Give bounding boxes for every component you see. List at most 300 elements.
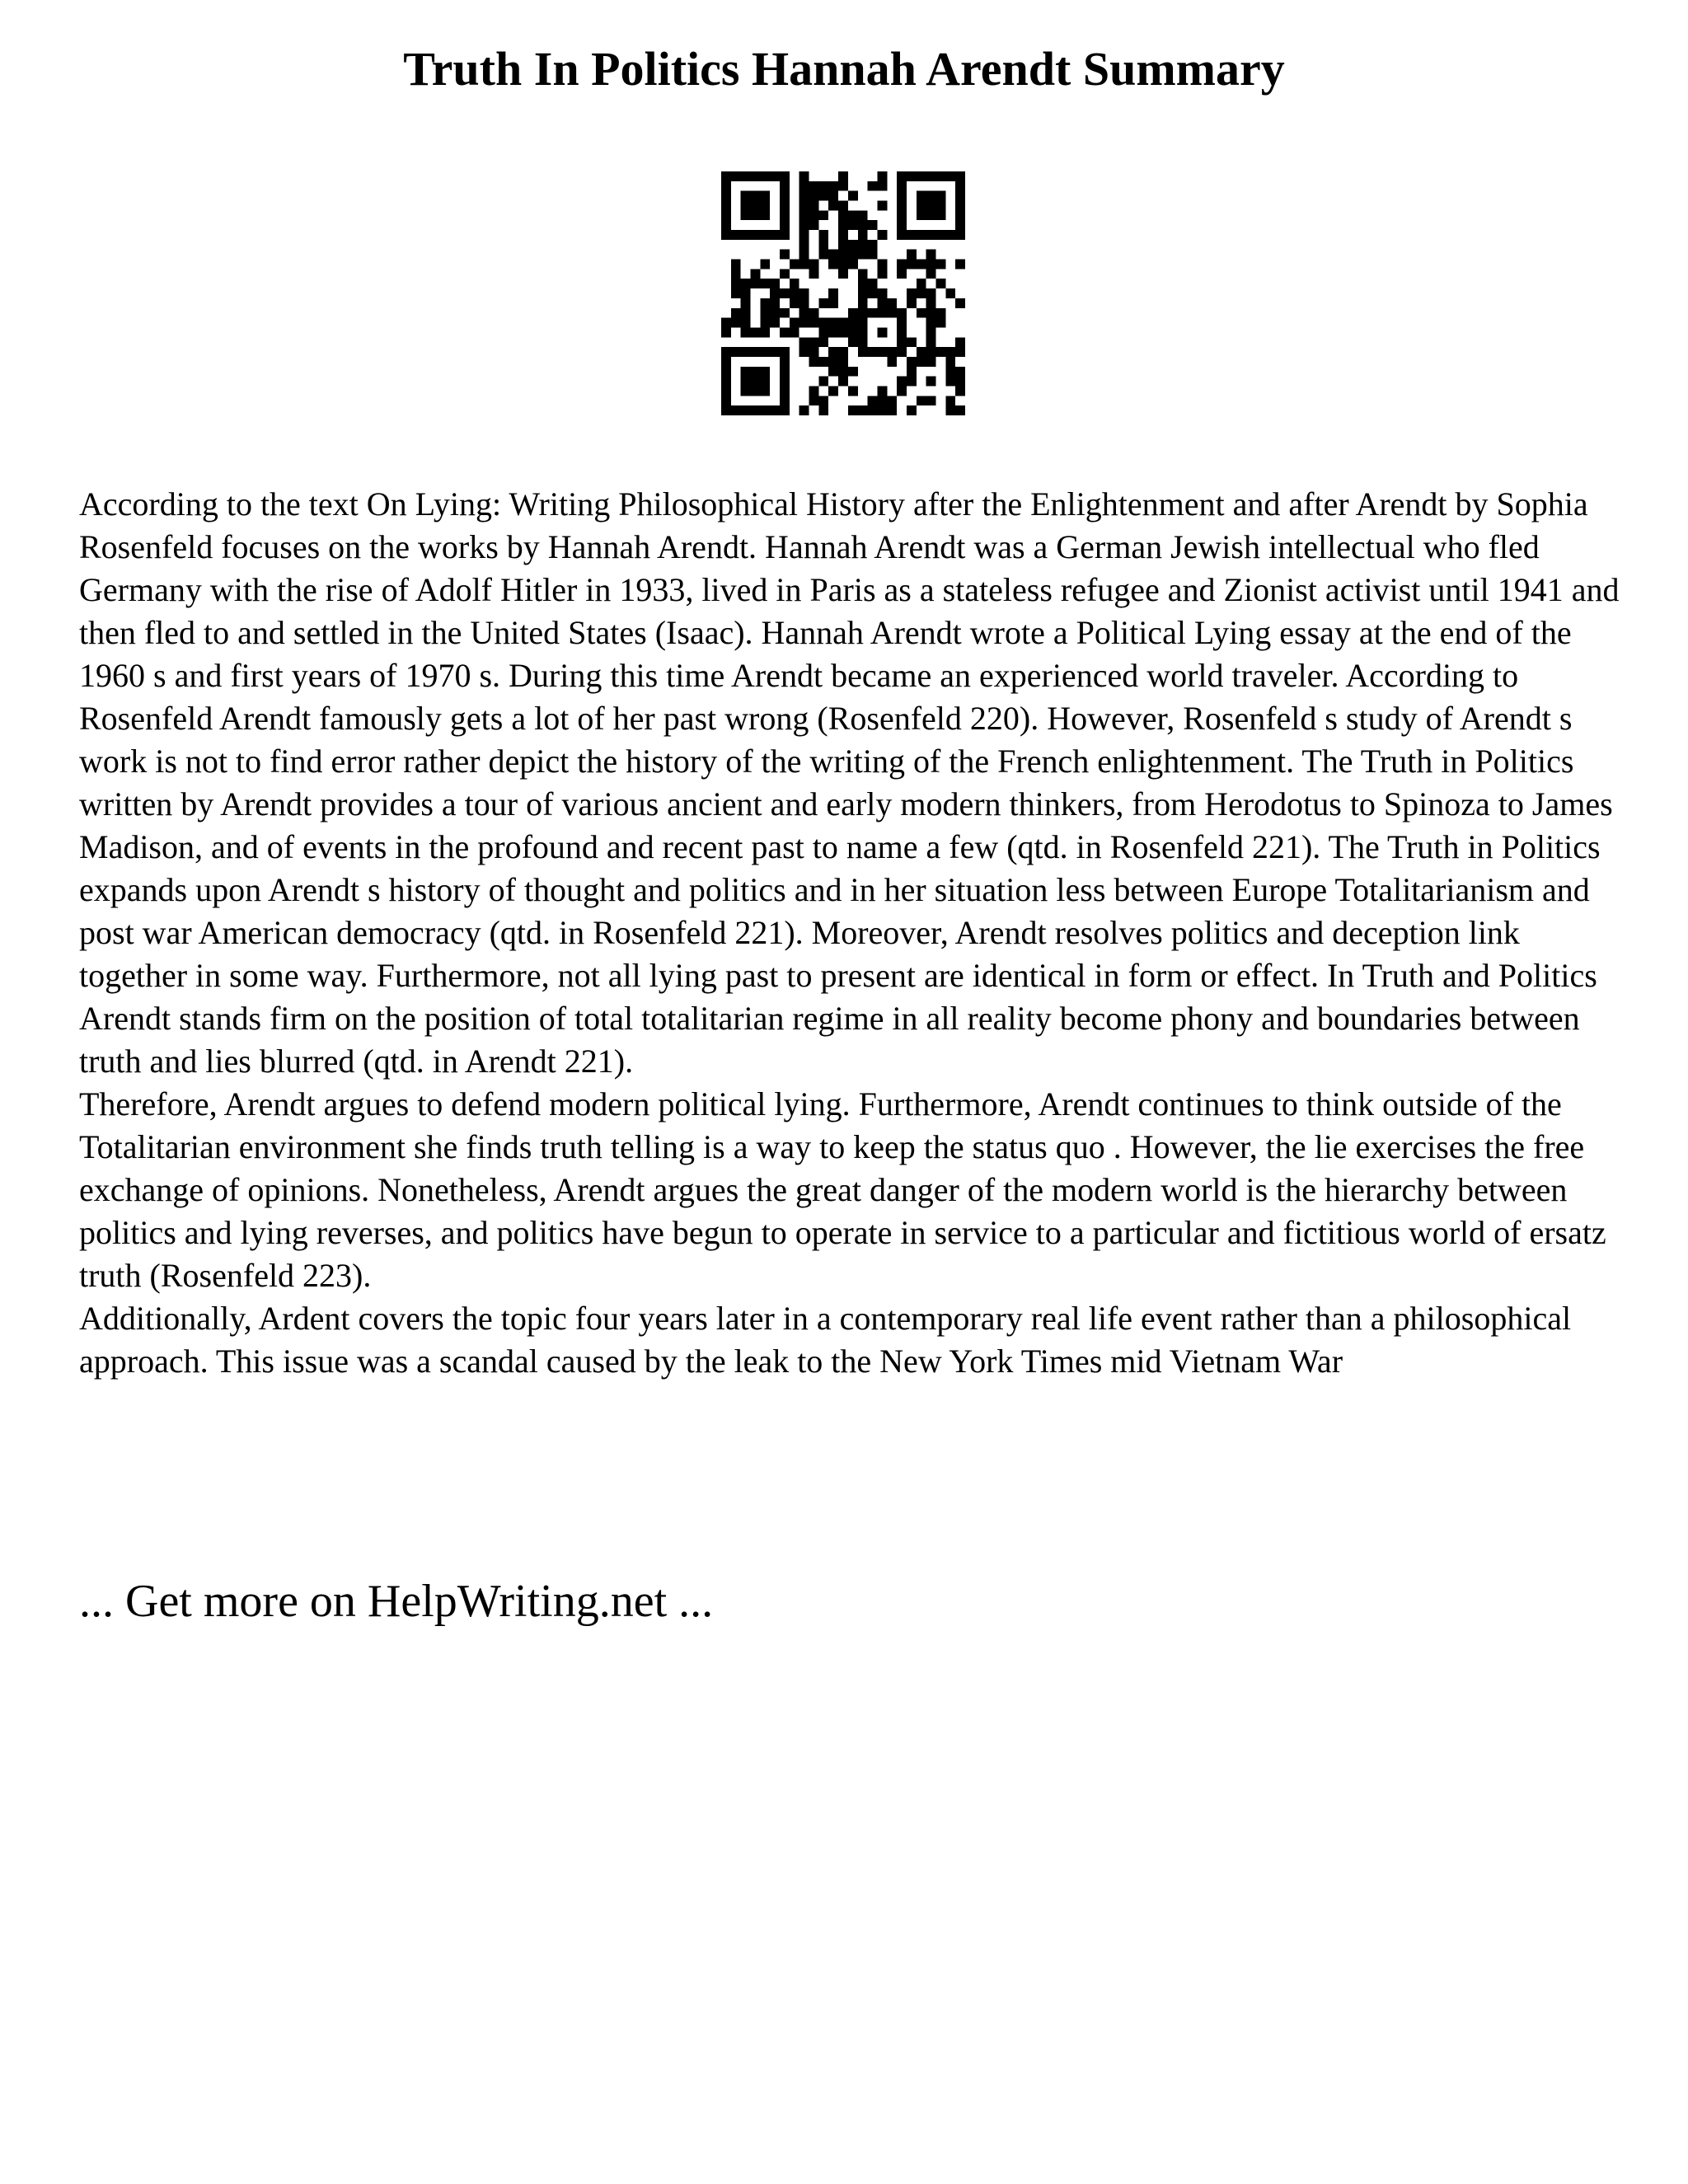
qr-module bbox=[770, 171, 780, 181]
qr-module bbox=[897, 181, 907, 191]
qr-module bbox=[741, 327, 751, 337]
qr-module bbox=[838, 201, 848, 211]
qr-module bbox=[907, 357, 917, 367]
qr-module bbox=[848, 191, 858, 201]
qr-module bbox=[828, 367, 838, 377]
qr-module bbox=[926, 318, 936, 328]
qr-module bbox=[741, 386, 751, 396]
qr-module bbox=[818, 210, 828, 220]
qr-module bbox=[907, 405, 917, 415]
qr-module bbox=[838, 377, 848, 387]
qr-module bbox=[828, 260, 838, 269]
qr-module bbox=[917, 191, 926, 201]
qr-module bbox=[780, 171, 790, 181]
qr-module bbox=[721, 210, 731, 220]
qr-module bbox=[877, 201, 887, 211]
qr-module bbox=[799, 288, 809, 298]
qr-module bbox=[955, 230, 965, 240]
qr-module bbox=[799, 250, 809, 260]
qr-module bbox=[721, 405, 731, 415]
qr-module bbox=[721, 220, 731, 230]
qr-module bbox=[926, 191, 936, 201]
qr-module bbox=[818, 230, 828, 240]
qr-module bbox=[917, 230, 926, 240]
qr-module bbox=[945, 230, 955, 240]
qr-module bbox=[858, 347, 868, 357]
qr-module bbox=[897, 269, 907, 279]
qr-module bbox=[731, 405, 741, 415]
qr-module bbox=[926, 377, 936, 387]
qr-module bbox=[770, 230, 780, 240]
qr-module bbox=[848, 318, 858, 328]
qr-module bbox=[770, 288, 780, 298]
summary-text bbox=[79, 483, 1629, 1383]
qr-module bbox=[838, 357, 848, 367]
qr-module bbox=[838, 260, 848, 269]
qr-module bbox=[818, 191, 828, 201]
qr-module bbox=[858, 230, 868, 240]
qr-module bbox=[799, 318, 809, 328]
qr-module bbox=[780, 367, 790, 377]
qr-module bbox=[877, 288, 887, 298]
qr-module bbox=[809, 308, 819, 318]
qr-module bbox=[741, 279, 751, 288]
qr-module bbox=[731, 260, 741, 269]
qr-module bbox=[780, 377, 790, 387]
qr-module bbox=[838, 181, 848, 191]
qr-module bbox=[770, 405, 780, 415]
qr-module bbox=[760, 405, 770, 415]
qr-module bbox=[721, 327, 731, 337]
qr-module bbox=[760, 191, 770, 201]
qr-module bbox=[790, 260, 799, 269]
qr-module bbox=[926, 357, 936, 367]
qr-module bbox=[731, 279, 741, 288]
qr-module bbox=[907, 288, 917, 298]
qr-module bbox=[838, 318, 848, 328]
qr-module bbox=[780, 191, 790, 201]
qr-module bbox=[897, 260, 907, 269]
qr-module bbox=[828, 318, 838, 328]
qr-module bbox=[741, 230, 751, 240]
qr-module bbox=[858, 288, 868, 298]
qr-module bbox=[917, 210, 926, 220]
qr-module bbox=[838, 347, 848, 357]
qr-module bbox=[887, 308, 897, 318]
qr-module bbox=[799, 171, 809, 181]
qr-module bbox=[731, 318, 741, 328]
qr-module bbox=[828, 181, 838, 191]
qr-module bbox=[751, 191, 761, 201]
qr-module bbox=[877, 230, 887, 240]
qr-module bbox=[877, 347, 887, 357]
qr-module bbox=[897, 210, 907, 220]
qr-code-icon bbox=[721, 171, 965, 415]
qr-module bbox=[731, 171, 741, 181]
qr-module bbox=[955, 220, 965, 230]
qr-module bbox=[935, 347, 945, 357]
qr-module bbox=[897, 220, 907, 230]
qr-module bbox=[868, 240, 878, 250]
qr-module bbox=[770, 318, 780, 328]
qr-module bbox=[926, 230, 936, 240]
qr-module bbox=[858, 327, 868, 337]
qr-module bbox=[828, 357, 838, 367]
qr-module bbox=[818, 240, 828, 250]
qr-module bbox=[780, 386, 790, 396]
qr-module bbox=[955, 405, 965, 415]
qr-module bbox=[799, 240, 809, 250]
qr-module bbox=[945, 357, 955, 367]
qr-module bbox=[926, 327, 936, 337]
qr-module bbox=[818, 327, 828, 337]
qr-module bbox=[809, 347, 819, 357]
qr-module bbox=[848, 220, 858, 230]
qr-module bbox=[897, 201, 907, 211]
qr-module bbox=[760, 377, 770, 387]
qr-module bbox=[809, 269, 819, 279]
qr-module bbox=[828, 386, 838, 396]
qr-module bbox=[818, 357, 828, 367]
qr-module bbox=[721, 396, 731, 405]
qr-module bbox=[760, 318, 770, 328]
qr-module bbox=[731, 269, 741, 279]
qr-module bbox=[926, 288, 936, 298]
qr-module bbox=[887, 405, 897, 415]
qr-module bbox=[945, 171, 955, 181]
paragraph: Therefore, Arendt argues to defend modern political lying. Furthermore, Arendt continues to think outside of the Totalitarian environment she finds truth telling is a way to keep the status quo . However, the lie exercises the free exchange of opinions. Nonetheless, Arendt argues the great danger of the modern world is the hierarchy between politics and lying reverses, and politics have begun to operate in service to a particular and fictitious world of ersatz truth (Rosenfeld 223). bbox=[79, 1085, 1606, 1294]
qr-module bbox=[770, 298, 780, 308]
qr-module bbox=[897, 318, 907, 328]
qr-module bbox=[790, 318, 799, 328]
qr-module bbox=[926, 347, 936, 357]
qr-module bbox=[751, 210, 761, 220]
qr-module bbox=[926, 260, 936, 269]
qr-module bbox=[731, 230, 741, 240]
qr-module bbox=[790, 327, 799, 337]
qr-module bbox=[741, 308, 751, 318]
qr-module bbox=[907, 298, 917, 308]
qr-module bbox=[897, 386, 907, 396]
qr-module bbox=[955, 181, 965, 191]
qr-module bbox=[838, 171, 848, 181]
qr-module bbox=[838, 269, 848, 279]
qr-module bbox=[828, 191, 838, 201]
qr-module bbox=[935, 308, 945, 318]
qr-module bbox=[731, 288, 741, 298]
qr-module bbox=[935, 201, 945, 211]
qr-module bbox=[945, 347, 955, 357]
qr-module bbox=[935, 318, 945, 328]
qr-module bbox=[780, 269, 790, 279]
qr-module bbox=[926, 171, 936, 181]
qr-module bbox=[799, 405, 809, 415]
qr-module bbox=[828, 327, 838, 337]
qr-module bbox=[848, 240, 858, 250]
qr-module bbox=[955, 201, 965, 211]
qr-module bbox=[799, 337, 809, 347]
qr-module bbox=[926, 269, 936, 279]
qr-module bbox=[877, 405, 887, 415]
qr-module bbox=[887, 347, 897, 357]
qr-module bbox=[760, 386, 770, 396]
qr-module bbox=[751, 347, 761, 357]
qr-module bbox=[741, 298, 751, 308]
qr-module bbox=[780, 181, 790, 191]
qr-module bbox=[809, 181, 819, 191]
qr-module bbox=[818, 337, 828, 347]
qr-module bbox=[917, 201, 926, 211]
qr-module bbox=[780, 220, 790, 230]
qr-module bbox=[799, 298, 809, 308]
qr-module bbox=[945, 377, 955, 387]
qr-module bbox=[741, 318, 751, 328]
qr-module bbox=[809, 210, 819, 220]
qr-module bbox=[848, 367, 858, 377]
qr-module bbox=[818, 396, 828, 405]
qr-module bbox=[848, 337, 858, 347]
qr-module bbox=[741, 347, 751, 357]
qr-module bbox=[935, 171, 945, 181]
qr-module bbox=[926, 337, 936, 347]
qr-module bbox=[809, 318, 819, 328]
qr-module bbox=[907, 377, 917, 387]
qr-module bbox=[741, 191, 751, 201]
qr-module bbox=[721, 386, 731, 396]
qr-module bbox=[731, 308, 741, 318]
qr-module bbox=[926, 210, 936, 220]
qr-module bbox=[897, 347, 907, 357]
qr-module bbox=[955, 191, 965, 201]
qr-module bbox=[780, 405, 790, 415]
qr-module bbox=[780, 288, 790, 298]
qr-module bbox=[780, 308, 790, 318]
qr-module bbox=[838, 240, 848, 250]
qr-module bbox=[780, 250, 790, 260]
qr-module bbox=[897, 171, 907, 181]
qr-module bbox=[721, 171, 731, 181]
qr-module bbox=[907, 260, 917, 269]
qr-module bbox=[760, 279, 770, 288]
qr-module bbox=[721, 318, 731, 328]
qr-module bbox=[868, 279, 878, 288]
qr-module bbox=[955, 298, 965, 308]
paragraph: Additionally, Ardent covers the topic four years later in a contemporary real life event rather than a philosophical approach. This issue was a scandal caused by the leak to the New York Times mid Vietnam War bbox=[79, 1300, 1572, 1380]
qr-module bbox=[741, 288, 751, 298]
qr-module bbox=[858, 318, 868, 328]
page-title: Truth In Politics Hannah Arendt Summary bbox=[403, 42, 1285, 96]
qr-module bbox=[721, 357, 731, 367]
qr-module bbox=[935, 230, 945, 240]
qr-module bbox=[858, 279, 868, 288]
qr-module bbox=[760, 327, 770, 337]
qr-module bbox=[780, 201, 790, 211]
qr-module bbox=[858, 269, 868, 279]
qr-module bbox=[907, 230, 917, 240]
qr-module bbox=[935, 191, 945, 201]
qr-module bbox=[809, 201, 819, 211]
qr-module bbox=[917, 396, 926, 405]
qr-module bbox=[751, 171, 761, 181]
qr-module bbox=[780, 230, 790, 240]
qr-module bbox=[897, 377, 907, 387]
qr-module bbox=[868, 308, 878, 318]
qr-module bbox=[809, 260, 819, 269]
qr-module bbox=[818, 318, 828, 328]
qr-module bbox=[917, 347, 926, 357]
qr-module bbox=[751, 201, 761, 211]
qr-module bbox=[907, 367, 917, 377]
qr-module bbox=[790, 288, 799, 298]
qr-module bbox=[955, 210, 965, 220]
qr-module bbox=[809, 357, 819, 367]
qr-module bbox=[741, 377, 751, 387]
qr-module bbox=[838, 327, 848, 337]
qr-module bbox=[780, 210, 790, 220]
qr-module bbox=[760, 298, 770, 308]
qr-module bbox=[877, 298, 887, 308]
qr-module bbox=[818, 298, 828, 308]
qr-module bbox=[751, 367, 761, 377]
qr-module bbox=[751, 279, 761, 288]
qr-module bbox=[877, 386, 887, 396]
qr-module bbox=[721, 347, 731, 357]
qr-module bbox=[926, 396, 936, 405]
qr-module bbox=[799, 191, 809, 201]
qr-module bbox=[858, 210, 868, 220]
qr-module bbox=[935, 260, 945, 269]
qr-module bbox=[868, 405, 878, 415]
qr-module bbox=[907, 337, 917, 347]
qr-module bbox=[858, 308, 868, 318]
qr-module bbox=[799, 220, 809, 230]
qr-module bbox=[877, 308, 887, 318]
get-more-link[interactable]: ... Get more on HelpWriting.net ... bbox=[79, 1576, 714, 1627]
qr-module bbox=[877, 260, 887, 269]
qr-module bbox=[848, 405, 858, 415]
qr-module bbox=[917, 260, 926, 269]
qr-module bbox=[790, 298, 799, 308]
qr-module bbox=[741, 405, 751, 415]
qr-module bbox=[818, 250, 828, 260]
qr-module bbox=[760, 201, 770, 211]
qr-module bbox=[760, 260, 770, 269]
qr-module bbox=[945, 405, 955, 415]
qr-module bbox=[731, 347, 741, 357]
qr-module bbox=[858, 250, 868, 260]
qr-module bbox=[770, 308, 780, 318]
qr-module bbox=[926, 298, 936, 308]
qr-module bbox=[848, 260, 858, 269]
qr-module bbox=[799, 210, 809, 220]
qr-module bbox=[721, 181, 731, 191]
qr-module bbox=[828, 347, 838, 357]
qr-module bbox=[907, 171, 917, 181]
qr-module bbox=[828, 298, 838, 308]
qr-module bbox=[828, 288, 838, 298]
qr-module bbox=[897, 191, 907, 201]
qr-module bbox=[838, 220, 848, 230]
qr-module bbox=[848, 308, 858, 318]
qr-module bbox=[858, 220, 868, 230]
qr-module bbox=[741, 210, 751, 220]
qr-module bbox=[955, 260, 965, 269]
qr-module bbox=[887, 357, 897, 367]
qr-module bbox=[955, 386, 965, 396]
qr-module bbox=[877, 181, 887, 191]
qr-module bbox=[935, 210, 945, 220]
qr-module bbox=[780, 396, 790, 405]
qr-module bbox=[809, 220, 819, 230]
qr-module bbox=[780, 357, 790, 367]
qr-module bbox=[818, 181, 828, 191]
qr-module bbox=[760, 367, 770, 377]
qr-module bbox=[838, 230, 848, 240]
qr-module bbox=[917, 279, 926, 288]
paragraph: According to the text On Lying: Writing Philosophical History after the Enlightenment and after Arendt by Sophia Rosenfeld focuses on the works by Hannah Arendt. Hannah Arendt was a German Jewish intellectual who fled Germany with the rise of Adolf Hitler in 1933, lived in Paris as a stateless refugee and Zionist activist until 1941 and then fled to and settled in the United States (Isaac). Hannah Arendt wrote a Political Lying essay at the end of the 1960 s and first years of 1970 s. During this time Arendt became an experienced world traveler. According to Rosenfeld Arendt famously gets a lot of her past wrong (Rosenfeld 220). However, Rosenfeld s study of Arendt s work is not to find error rather depict the history of the writing of the French enlightenment. The Truth in Politics written by Arendt provides a tour of various ancient and early modern thinkers, from Herodotus to Spinoza to James Madison, and of events in the profound and recent past to name a few (qtd. in Rosenfeld 221). The Truth in Politics expands upon Arendt s history of thought and politics and in her situation less between Europe Totalitarianism and post war American democracy (qtd. in Rosenfeld 221). Moreover, Arendt resolves politics and deception link together in some way. Furthermore, not all lying past to present are identical in form or effect. In Truth and Politics Arendt stands firm on the position of total totalitarian regime in all reality become phony and boundaries between truth and lies blurred (qtd. in Arendt 221). bbox=[79, 485, 1620, 1080]
qr-module bbox=[868, 250, 878, 260]
qr-module bbox=[780, 327, 790, 337]
qr-module bbox=[955, 347, 965, 357]
qr-module bbox=[955, 377, 965, 387]
qr-module bbox=[760, 171, 770, 181]
qr-module bbox=[877, 269, 887, 279]
qr-module bbox=[760, 347, 770, 357]
qr-module bbox=[799, 260, 809, 269]
qr-module bbox=[897, 308, 907, 318]
qr-module bbox=[858, 337, 868, 347]
qr-module bbox=[897, 327, 907, 337]
qr-module bbox=[790, 279, 799, 288]
qr-module bbox=[760, 308, 770, 318]
qr-module bbox=[858, 405, 868, 415]
qr-module bbox=[760, 210, 770, 220]
qr-module bbox=[955, 367, 965, 377]
qr-module bbox=[799, 181, 809, 191]
qr-module bbox=[926, 250, 936, 260]
qr-module bbox=[887, 396, 897, 405]
qr-module bbox=[721, 201, 731, 211]
qr-module bbox=[945, 288, 955, 298]
qr-module bbox=[809, 337, 819, 347]
qr-module bbox=[799, 230, 809, 240]
qr-module bbox=[799, 308, 809, 318]
qr-module bbox=[721, 191, 731, 201]
qr-module bbox=[818, 377, 828, 387]
qr-module bbox=[877, 396, 887, 405]
qr-module bbox=[945, 367, 955, 377]
qr-module bbox=[907, 250, 917, 260]
qr-module bbox=[955, 337, 965, 347]
qr-module bbox=[770, 347, 780, 357]
qr-module bbox=[770, 279, 780, 288]
qr-module bbox=[809, 396, 819, 405]
qr-module bbox=[721, 367, 731, 377]
qr-module bbox=[799, 201, 809, 211]
qr-module bbox=[751, 327, 761, 337]
qr-module bbox=[848, 386, 858, 396]
qr-module bbox=[741, 171, 751, 181]
qr-module bbox=[838, 367, 848, 377]
qr-module bbox=[760, 230, 770, 240]
qr-module bbox=[877, 171, 887, 181]
qr-module bbox=[838, 210, 848, 220]
qr-module bbox=[780, 347, 790, 357]
qr-module bbox=[721, 377, 731, 387]
qr-module bbox=[935, 279, 945, 288]
qr-module bbox=[848, 210, 858, 220]
qr-module bbox=[828, 201, 838, 211]
